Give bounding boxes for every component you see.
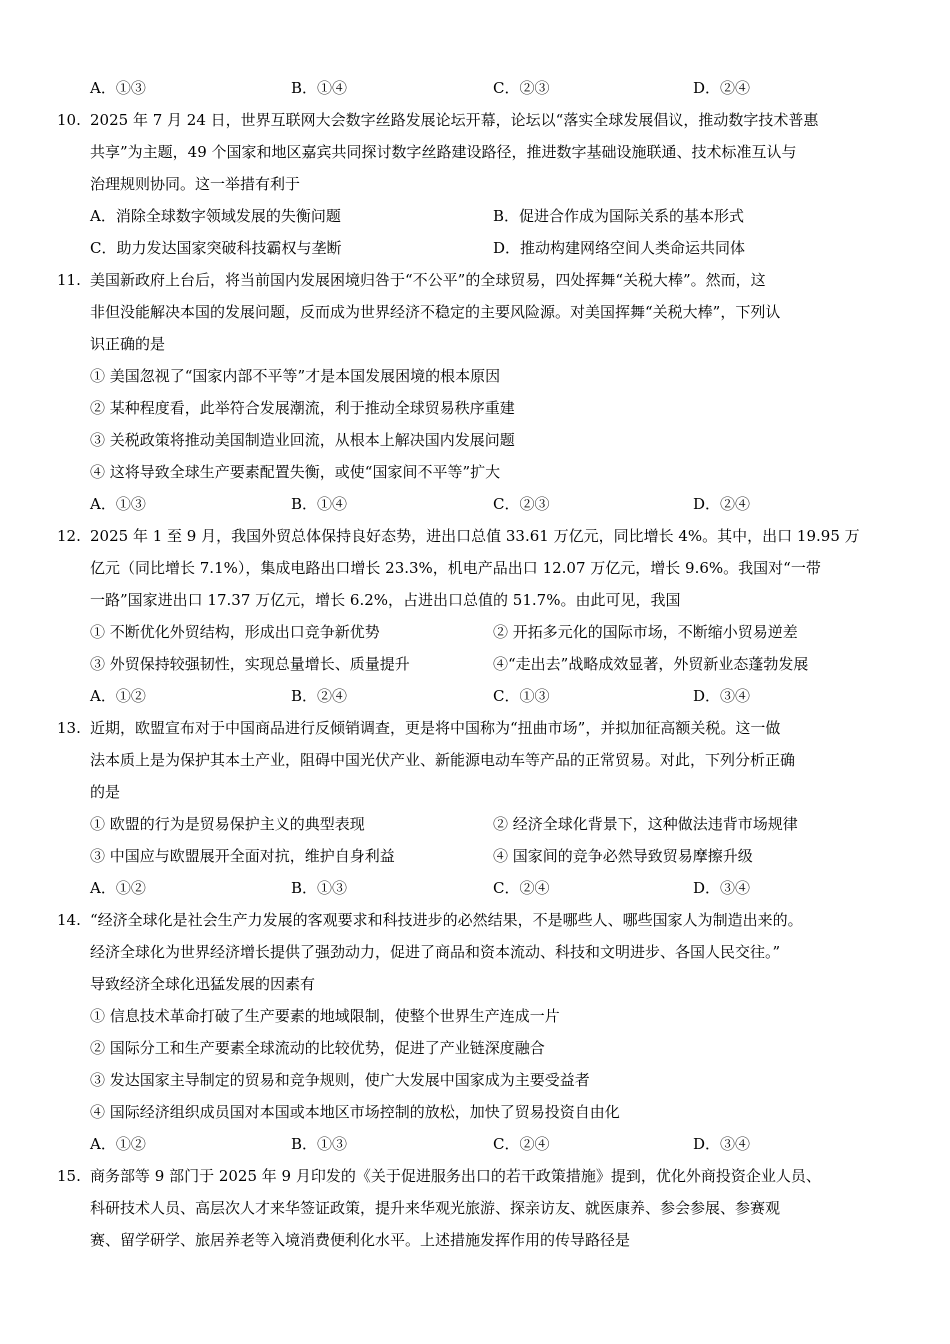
q10-stem-line: [0, 168, 950, 200]
q11-item: [0, 424, 950, 456]
q13-option-c: C．②④: [493, 879, 550, 897]
q11-stem-line: [0, 264, 950, 296]
q12-items-row: [0, 648, 950, 680]
q12-items-row: [0, 616, 950, 648]
q14-item: [0, 1032, 950, 1064]
q13-stem-text: 法本质上是为保护其本土产业，阻碍中国光伏产业、新能源电动车等产品的正常贸易。对此，下列分析正确: [90, 751, 796, 769]
q15-stem-line: [0, 1160, 950, 1192]
q14-options: [0, 1128, 950, 1160]
q13-options: [0, 872, 950, 904]
q11-stem-text: 识正确的是: [90, 335, 166, 353]
q15-stem-text: 商务部等 9 部门于 2025 年 9 月印发的《关于促进服务出口的若干政策措施》提到，优化外商投资企业人员、: [90, 1167, 821, 1185]
q9-option-a: A．①③: [90, 79, 146, 97]
q12-stem-text: 2025 年 1 至 9 月，我国外贸总体保持良好态势，进出口总值 33.61 万亿元，同比增长 4%。其中，出口 19.95 万: [90, 527, 860, 545]
q14-stem-text: “经济全球化是社会生产力发展的客观要求和科技进步的必然结果，不是哪些人、哪些国家人为制造出来的。: [90, 911, 803, 929]
q13-items-row: [0, 808, 950, 840]
q14-item: [0, 1096, 950, 1128]
q9-options: [0, 72, 950, 104]
q14-item-3: ③ 发达国家主导制定的贸易和竞争规则，使广大发展中国家成为主要受益者: [90, 1071, 590, 1089]
q10-stem-text: 治理规则协同。这一举措有利于: [90, 175, 301, 193]
q11-options: [0, 488, 950, 520]
q14-option-b: B．①③: [291, 1135, 348, 1153]
q11-option-a: A．①③: [90, 495, 146, 513]
q14-stem-line: [0, 936, 950, 968]
q14-item-4: ④ 国际经济组织成员国对本国或本地区市场控制的放松，加快了贸易投资自由化: [90, 1103, 620, 1121]
q12-stem-line: [0, 552, 950, 584]
q11-item: [0, 456, 950, 488]
q12-item-2: ② 开拓多元化的国际市场，不断缩小贸易逆差: [493, 623, 798, 641]
q15-stem-text: 赛、留学研学、旅居养老等入境消费便利化水平。上述措施发挥作用的传导路径是: [90, 1231, 631, 1249]
q12-item-4: ④“走出去”战略成效显著，外贸新业态蓬勃发展: [493, 655, 809, 673]
q10-option-d: D．推动构建网络空间人类命运共同体: [493, 239, 746, 257]
q11-option-c: C．②③: [493, 495, 550, 513]
q12-option-b: B．②④: [291, 687, 348, 705]
q14-item: [0, 1064, 950, 1096]
q13-option-b: B．①③: [291, 879, 348, 897]
q11-item-4: ④ 这将导致全球生产要素配置失衡，或使“国家间不平等”扩大: [90, 463, 501, 481]
q9-option-d: D．②④: [693, 79, 751, 97]
q10-number: 10.: [57, 111, 81, 129]
q12-option-d: D．③④: [693, 687, 751, 705]
q11-option-b: B．①④: [291, 495, 348, 513]
q9-option-c: C．②③: [493, 79, 550, 97]
q11-stem-line: [0, 296, 950, 328]
q12-option-a: A．①②: [90, 687, 146, 705]
q13-item-3: ③ 中国应与欧盟展开全面对抗，维护自身利益: [90, 847, 395, 865]
q12-stem-text: 一路”国家进出口 17.37 万亿元，增长 6.2%，占进出口总值的 51.7%。由此可见，我国: [90, 591, 681, 609]
q14-stem-line: [0, 968, 950, 1000]
q13-stem-line: [0, 744, 950, 776]
q14-item-1: ① 信息技术革命打破了生产要素的地域限制，使整个世界生产连成一片: [90, 1007, 560, 1025]
q13-option-a: A．①②: [90, 879, 146, 897]
q12-stem-text: 亿元（同比增长 7.1%），集成电路出口增长 23.3%，机电产品出口 12.07 万亿元，增长 9.6%。我国对“一带: [90, 559, 821, 577]
q15-stem-text: 科研技术人员、高层次人才来华签证政策，提升来华观光旅游、探亲访友、就医康养、参会参展、参赛观: [90, 1199, 781, 1217]
exam-page: [0, 72, 950, 1256]
q14-option-a: A．①②: [90, 1135, 146, 1153]
q12-stem-line: [0, 520, 950, 552]
q15-stem-line: [0, 1224, 950, 1256]
q13-stem-text: 的是: [90, 783, 121, 801]
q11-item-2: ② 某种程度看，此举符合发展潮流，利于推动全球贸易秩序重建: [90, 399, 515, 417]
q14-stem-line: [0, 904, 950, 936]
q14-option-c: C．②④: [493, 1135, 550, 1153]
q10-stem-line: [0, 104, 950, 136]
q10-option-a: A．消除全球数字领域发展的失衡问题: [90, 207, 341, 225]
q14-number: 14.: [57, 911, 81, 929]
q13-stem-text: 近期，欧盟宣布对于中国商品进行反倾销调查，更是将中国称为“扭曲市场”，并拟加征高额关税。这一做: [90, 719, 781, 737]
q13-item-1: ① 欧盟的行为是贸易保护主义的典型表现: [90, 815, 365, 833]
q13-number: 13.: [57, 719, 81, 737]
q14-item-2: ② 国际分工和生产要素全球流动的比较优势，促进了产业链深度融合: [90, 1039, 545, 1057]
q14-stem-text: 导致经济全球化迅猛发展的因素有: [90, 975, 316, 993]
q13-item-4: ④ 国家间的竞争必然导致贸易摩擦升级: [493, 847, 753, 865]
q12-options: [0, 680, 950, 712]
q13-items-row: [0, 840, 950, 872]
q13-stem-line: [0, 712, 950, 744]
q14-item: [0, 1000, 950, 1032]
q11-stem-line: [0, 328, 950, 360]
q10-option-b: B．促进合作成为国际关系的基本形式: [493, 207, 745, 225]
q11-stem-text: 非但没能解决本国的发展问题，反而成为世界经济不稳定的主要风险源。对美国挥舞“关税大棒”，下列认: [90, 303, 781, 321]
q12-item-1: ① 不断优化外贸结构，形成出口竞争新优势: [90, 623, 380, 641]
q10-stem-text: 共享”为主题，49 个国家和地区嘉宾共同探讨数字丝路建设路径，推进数字基础设施联通、技术标准互认与: [90, 143, 797, 161]
q10-options-row: [0, 200, 950, 232]
q10-stem-text: 2025 年 7 月 24 日，世界互联网大会数字丝路发展论坛开幕，论坛以“落实全球发展倡议，推动数字技术普惠: [90, 111, 819, 129]
q11-item-1: ① 美国忽视了“国家内部不平等”才是本国发展困境的根本原因: [90, 367, 501, 385]
q9-option-b: B．①④: [291, 79, 348, 97]
q12-item-3: ③ 外贸保持较强韧性，实现总量增长、质量提升: [90, 655, 410, 673]
q12-number: 12.: [57, 527, 81, 545]
q11-item: [0, 392, 950, 424]
q15-stem-line: [0, 1192, 950, 1224]
q10-options-row: [0, 232, 950, 264]
q11-item-3: ③ 关税政策将推动美国制造业回流，从根本上解决国内发展问题: [90, 431, 515, 449]
q11-stem-text: 美国新政府上台后，将当前国内发展困境归咎于“不公平”的全球贸易，四处挥舞“关税大棒”。然而，这: [90, 271, 766, 289]
q13-item-2: ② 经济全球化背景下，这种做法违背市场规律: [493, 815, 798, 833]
q12-option-c: C．①③: [493, 687, 550, 705]
q11-option-d: D．②④: [693, 495, 751, 513]
q14-stem-text: 经济全球化为世界经济增长提供了强劲动力，促进了商品和资本流动、科技和文明进步、各国人民交往。”: [90, 943, 781, 961]
q10-stem-line: [0, 136, 950, 168]
q11-number: 11.: [57, 271, 81, 289]
q14-option-d: D．③④: [693, 1135, 751, 1153]
q12-stem-line: [0, 584, 950, 616]
q13-stem-line: [0, 776, 950, 808]
q10-option-c: C．助力发达国家突破科技霸权与垄断: [90, 239, 342, 257]
q15-number: 15.: [57, 1167, 81, 1185]
q11-item: [0, 360, 950, 392]
q13-option-d: D．③④: [693, 879, 751, 897]
